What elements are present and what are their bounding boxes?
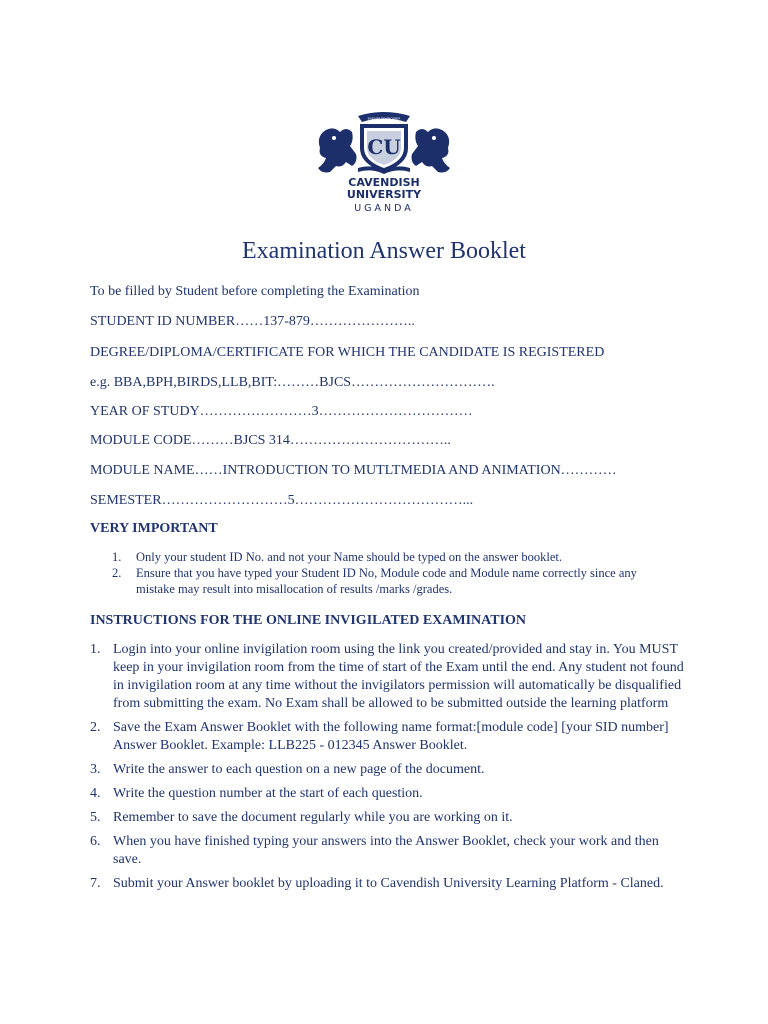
module-code-field: MODULE CODE………BJCS 314…………………………….. [90, 433, 451, 448]
semester-field: SEMESTER………………………5………………………………... [90, 493, 474, 508]
logo-line-cavendish: CAVENDISH [348, 176, 420, 189]
list-item-number: 2. [112, 566, 122, 580]
list-item [90, 833, 690, 869]
logo-line-uganda: UGANDA [354, 203, 414, 214]
module-name-field: MODULE NAME……INTRODUCTION TO MUTLTMEDIA AND ANIMATION………… [90, 463, 617, 478]
list-item-number: 5. [90, 810, 101, 825]
list-item-text: Write the question number at the start of each question. [113, 786, 423, 801]
list-item-text: Submit your Answer booklet by uploading it to Cavendish University Learning Platform - Claned. [113, 876, 664, 891]
list-item-number: 1. [90, 642, 101, 657]
list-item-text: Save the Exam Answer Booklet with the following name format:[module code] [your SID number] Answer Booklet. Example: LLB225 - 012345 Answer Booklet. [113, 720, 669, 753]
list-item-number: 1. [112, 550, 122, 564]
intro-text: To be filled by Student before completing the Examination [90, 284, 420, 299]
list-item-text: Login into your online invigilation room using the link you created/provided and stay in. You MUST keep in your invigilation room from the time of start of the Exam until the end. Any student not found in invigilation room at any time without the invigilators permission will automatically be disqualified from submitting the exam. No Exam shall be allowed to be submitted outside the learning platform [113, 642, 684, 711]
degree-field: DEGREE/DIPLOMA/CERTIFICATE FOR WHICH THE CANDIDATE IS REGISTERED [90, 345, 605, 360]
list-item-text: Ensure that you have typed your Student ID No, Module code and Module name correctly since any mistake may result into misallocation of results /marks /grades. [136, 566, 637, 596]
document-title: Examination Answer Booklet [242, 238, 526, 264]
list-item-text: Remember to save the document regularly while you are working on it. [113, 810, 513, 825]
list-item [112, 549, 672, 565]
list-item [90, 809, 690, 827]
instructions-list [90, 641, 690, 899]
list-item-text: When you have finished typing your answers into the Answer Booklet, check your work and then save. [113, 834, 659, 867]
logo-line-university: UNIVERSITY [346, 188, 422, 201]
list-item [90, 785, 690, 803]
very-important-heading: VERY IMPORTANT [90, 521, 218, 536]
list-item [90, 875, 690, 893]
university-crest-icon [306, 108, 462, 214]
list-item-number: 6. [90, 834, 101, 849]
list-item [90, 641, 690, 713]
list-item-text: Only your student ID No. and not your Name should be typed on the answer booklet. [136, 550, 562, 564]
list-item-number: 3. [90, 762, 101, 777]
cavendish-university-logo [306, 108, 462, 214]
list-item-number: 4. [90, 786, 101, 801]
list-item-number: 7. [90, 876, 101, 891]
list-item-text: Write the answer to each question on a new page of the document. [113, 762, 485, 777]
list-item [90, 761, 690, 779]
list-item [112, 565, 672, 597]
crest-banner-text: ENDURE TO PROSPER [367, 116, 401, 121]
crest-letters: CU [367, 135, 401, 159]
year-of-study-field: YEAR OF STUDY……………………3…………………………… [90, 404, 473, 419]
list-item [90, 719, 690, 755]
instructions-heading: INSTRUCTIONS FOR THE ONLINE INVIGILATED EXAMINATION [90, 613, 527, 628]
degree-example-field: e.g. BBA,BPH,BIRDS,LLB,BIT:………BJCS…………………………. [90, 375, 495, 390]
list-item-number: 2. [90, 720, 101, 735]
very-important-list [112, 549, 672, 597]
student-id-field: STUDENT ID NUMBER……137-879………………….. [90, 314, 415, 329]
